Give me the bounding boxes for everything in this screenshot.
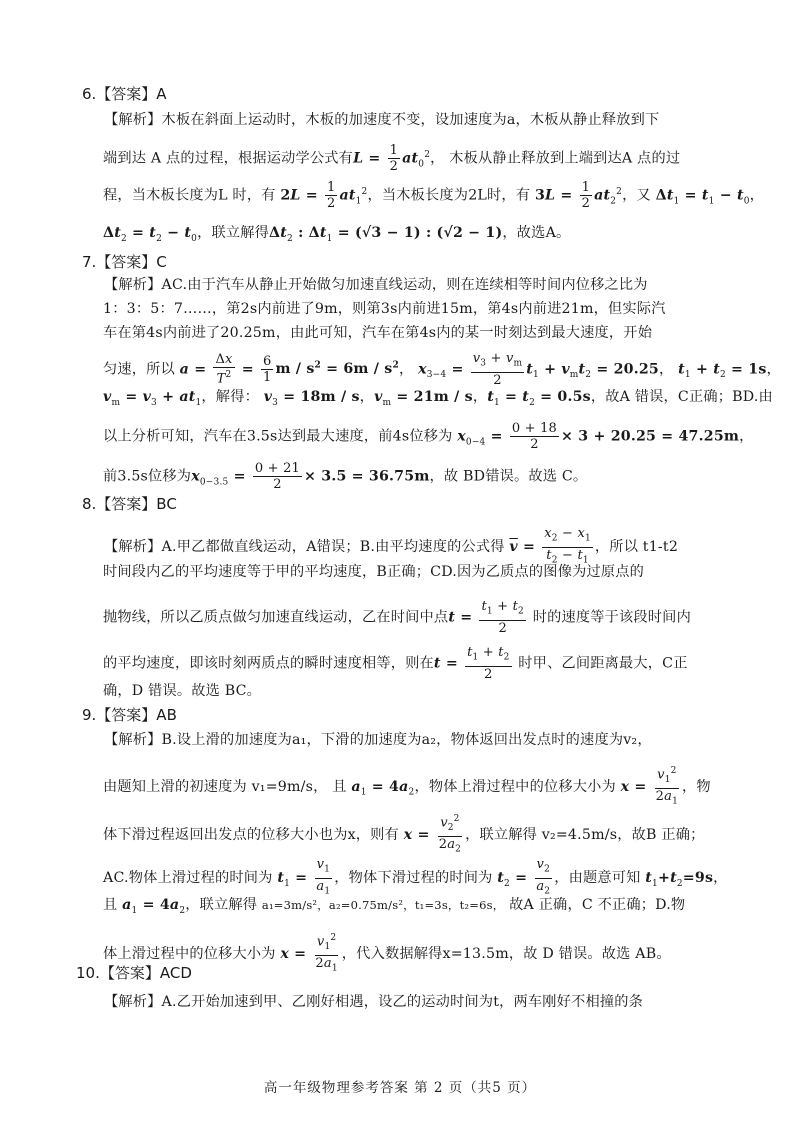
page-footer: 高一年级物理参考答案 第 2 页（共5 页） [263, 1080, 537, 1096]
q8-line-3: 抛物线，所以乙质点做匀加速直线运动，乙在时间中点t = $\frac{t_1 + t_2}{2}$ 时的速度等于该段时间内 [103, 599, 691, 636]
q7-line-1: 【解析】AC.由于汽车从静止开始做匀加速直线运动，则在连续相等时间内位移之比为 [104, 277, 648, 293]
q8-line-5: 确，D 错误。故选 BC。 [103, 683, 262, 699]
q8-line-2: 时间段内乙的平均速度等于甲的平均速度，B正确；CD.因为乙质点的图像为过原点的 [103, 564, 645, 580]
q6-line-1: 【解析】木板在斜面上运动时，木板的加速度不变，设加速度为a，木板从静止释放到下 [104, 112, 660, 128]
q6-answer-heading: 6.【答案】A [82, 85, 167, 103]
q9-line-4: AC.物体上滑过程的时间为 $t_1$ = $\frac{v_1}{a_1}$ ，物体下滑过程的时间为 $t_2$ = $\frac{v_2}{a_2}$ ，由题意可知 $t_1+t_2=9s$， [103, 857, 728, 897]
q6-line-3: 程，当木板长度为L 时，有 2L = $\frac{1}{2}$ $at_1^2$，当木板长度为2L时，有 3L = $\frac{1}{2}$ $at_2^2$，又 $\Delta t_1 = t_1 - t_0$， [103, 180, 765, 211]
q8-line-4: 的平均速度，即该时刻两质点的瞬时速度相等，则在t = $\frac{t_1 + t_2}{2}$ 时甲、乙间距离最大，C正 [103, 645, 688, 682]
q7-line-5: $v_m = v_3 + at_1$，解得： $v_3 = 18m / s$，$v_m = 21m / s$，$t_1 = t_2 = 0.5s$，故A 错误，C正确；BD.由 [103, 389, 773, 408]
q7-answer-heading: 7.【答案】C [82, 253, 167, 271]
q9-line-2: 由题知上滑的初速度为 v₁=9m/s， 且 $a_1 = 4a_2$，物体上滑过程中的位移大小为 x = $\frac{v_1^2}{2a_1}$ ，物 [103, 766, 711, 807]
q7-line-4: 匀速，所以 a = $\frac{\Delta x}{T^2}$ = $\frac{6}{1}$ $m / s^2 = 6m / s^2$， $x_{3-4}$ = $\frac{v_3 + v_m}{2}$ $t_1 + v_mt_2 = 20.25$， $t_1 + t_2 = 1s$， [103, 351, 781, 388]
q7-line-6: 以上分析可知，汽车在3.5s达到最大速度，前4s位移为 $x_{0-4}$ = $\frac{0 + 18}{2}$ × 3 + 20.25 = 47.25m， [103, 421, 754, 452]
q7-line-3: 车在第4s内前进了20.25m，由此可知，汽车在第4s内的某一时刻达到最大速度，开始 [103, 325, 653, 341]
q6-line-4: $\Delta t_2 = t_2 - t_0$，联立解得$\Delta t_2$ : $\Delta t_1 = (√3 - 1)$ : (√2 − 1)，故选A。 [103, 225, 571, 244]
q9-line-6: 体上滑过程中的位移大小为 x = $\frac{v_1^2}{2a_1}$ ，代入数据解得x=13.5m，故 D 错误。故选 AB。 [103, 933, 671, 974]
q7-line-2: 1：3：5：7……，第2s内前进了9m，则第3s内前进15m，第4s内前进21m，但实际汽 [103, 301, 666, 317]
q8-line-1: 【解析】A.甲乙都做直线运动，A错误；B.由平均速度的公式得 $\overline{v}$ = $\frac{x_2 - x_1}{t_2 - t_1}$ ，所以 t1-t2 [104, 526, 679, 566]
q9-line-3: 体下滑过程返回出发点的位移大小也为x，则有 x = $\frac{v_2^2}{2a_2}$ ，联立解得 v₂=4.5m/s，故B 正确； [103, 814, 705, 855]
q10-line-1: 【解析】A.乙开始加速到甲、乙刚好相遇，设乙的运动时间为t，两车刚好不相撞的条 [104, 994, 644, 1010]
q9-line-1: 【解析】B.设上滑的加速度为a₁，下滑的加速度为a₂，物体返回出发点时的速度为v₂， [104, 732, 652, 748]
q9-answer-heading: 9.【答案】AB [82, 706, 177, 724]
q9-line-5: 且 $a_1 = 4a_2$，联立解得 a₁=3m/s²，a₂=0.75m/s²，t₁=3s，t₂=6s， 故A 正确，C 不正确；D.物 [103, 897, 686, 916]
q8-answer-heading: 8.【答案】BC [82, 495, 177, 513]
q10-answer-heading: 10.【答案】ACD [76, 964, 192, 982]
q7-line-7: 前3.5s位移为$x_{0-3.5}$ = $\frac{0 + 21}{2}$ × 3.5 = 36.75m，故 BD错误。故选 C。 [103, 461, 588, 492]
q6-line-2: 端到达 A 点的过程，根据运动学公式有L = $\frac{1}{2}$ $at_0^2$， 木板从静止释放到上端到达A 点的过 [103, 143, 681, 174]
